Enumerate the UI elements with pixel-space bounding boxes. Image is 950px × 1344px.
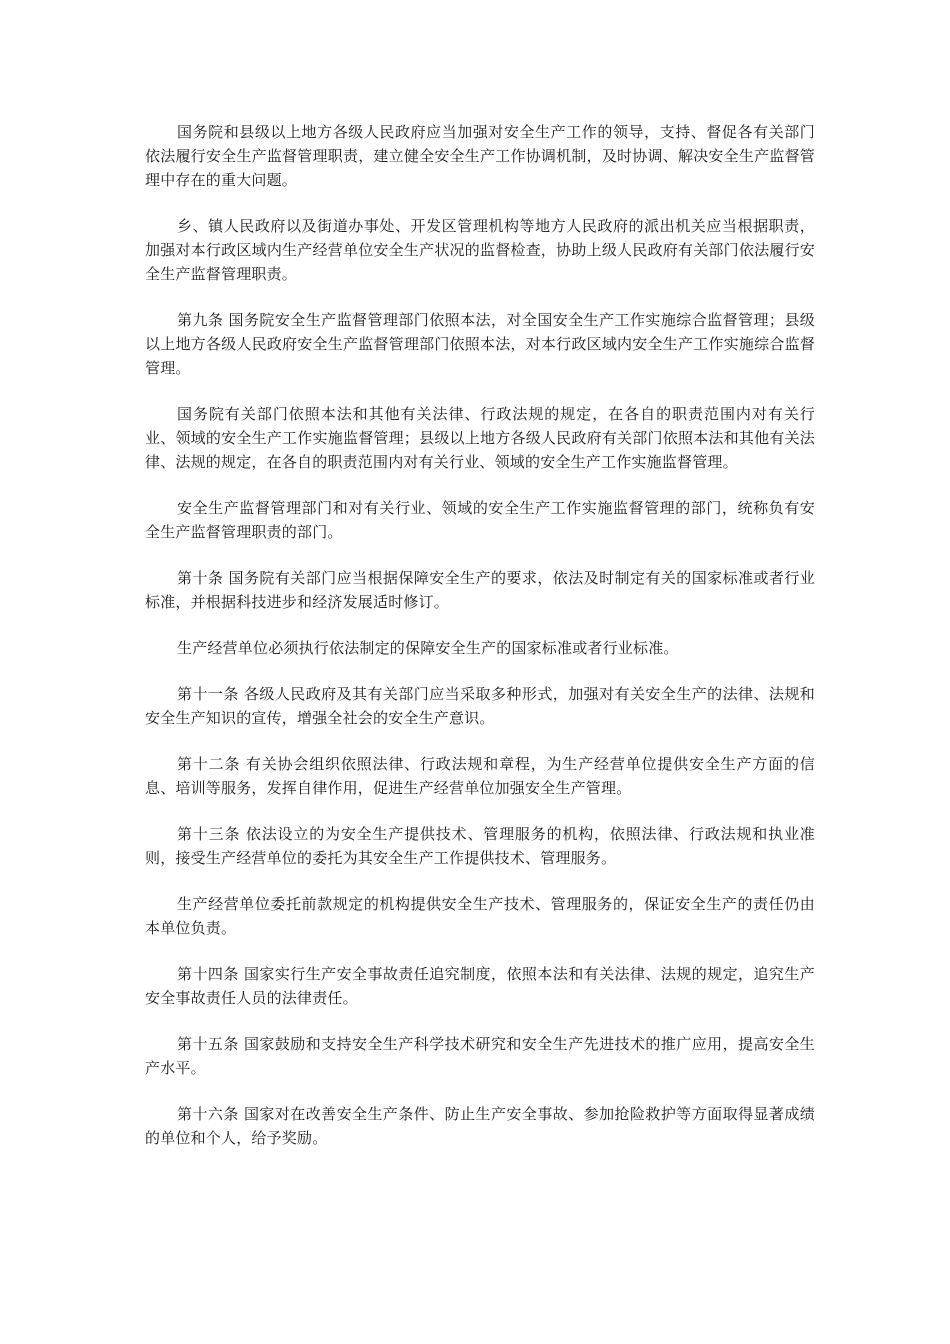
paragraph-article-15: 第十五条 国家鼓励和支持安全生产科学技术研究和安全生产先进技术的推广应用，提高安全生产水平。 <box>145 1035 815 1077</box>
paragraph-article-14: 第十四条 国家实行生产安全事故责任追究制度，依照本法和有关法律、法规的规定，追究生产安全事故责任人员的法律责任。 <box>145 965 815 1007</box>
paragraph-article-12: 第十二条 有关协会组织依照法律、行政法规和章程，为生产经营单位提供安全生产方面的信息、培训等服务，发挥自律作用，促进生产经营单位加强安全生产管理。 <box>145 755 815 797</box>
paragraph-7: 生产经营单位必须执行依法制定的保障安全生产的国家标准或者行业标准。 <box>177 639 679 657</box>
paragraph-2: 乡、镇人民政府以及街道办事处、开发区管理机构等地方人民政府的派出机关应当根据职责，加强对本行政区域内生产经营单位安全生产状况的监督检查，协助上级人民政府有关部门依法履行安全生产监督管理职责。 <box>145 217 815 283</box>
paragraph-5: 安全生产监督管理部门和对有关行业、领域的安全生产工作实施监督管理的部门，统称负有安全生产监督管理职责的部门。 <box>145 499 815 541</box>
paragraph-article-11: 第十一条 各级人民政府及其有关部门应当采取多种形式，加强对有关安全生产的法律、法规和安全生产知识的宣传，增强全社会的安全生产意识。 <box>145 685 815 727</box>
paragraph-article-10: 第十条 国务院有关部门应当根据保障安全生产的要求，依法及时制定有关的国家标准或者行业标准，并根据科技进步和经济发展适时修订。 <box>145 569 815 611</box>
paragraph-4: 国务院有关部门依照本法和其他有关法律、行政法规的规定，在各自的职责范围内对有关行业、领域的安全生产工作实施监督管理；县级以上地方各级人民政府有关部门依照本法和其他有关法律、法规的规定，在各自的职责范围内对有关行业、领域的安全生产工作实施监督管理。 <box>145 405 815 471</box>
paragraph-article-9: 第九条 国务院安全生产监督管理部门依照本法，对全国安全生产工作实施综合监督管理；县级以上地方各级人民政府安全生产监督管理部门依照本法，对本行政区域内安全生产工作实施综合监督管理。 <box>145 311 815 377</box>
paragraph-11: 生产经营单位委托前款规定的机构提供安全生产技术、管理服务的，保证安全生产的责任仍由本单位负责。 <box>145 895 815 937</box>
paragraph-article-16: 第十六条 国家对在改善安全生产条件、防止生产安全事故、参加抢险救护等方面取得显著成绩的单位和个人，给予奖励。 <box>145 1105 815 1147</box>
document-body <box>145 120 815 1172</box>
paragraph-1: 国务院和县级以上地方各级人民政府应当加强对安全生产工作的领导，支持、督促各有关部门依法履行安全生产监督管理职责，建立健全安全生产工作协调机制，及时协调、解决安全生产监督管理中存在的重大问题。 <box>145 123 815 189</box>
paragraph-article-13: 第十三条 依法设立的为安全生产提供技术、管理服务的机构，依照法律、行政法规和执业准则，接受生产经营单位的委托为其安全生产工作提供技术、管理服务。 <box>145 825 815 867</box>
